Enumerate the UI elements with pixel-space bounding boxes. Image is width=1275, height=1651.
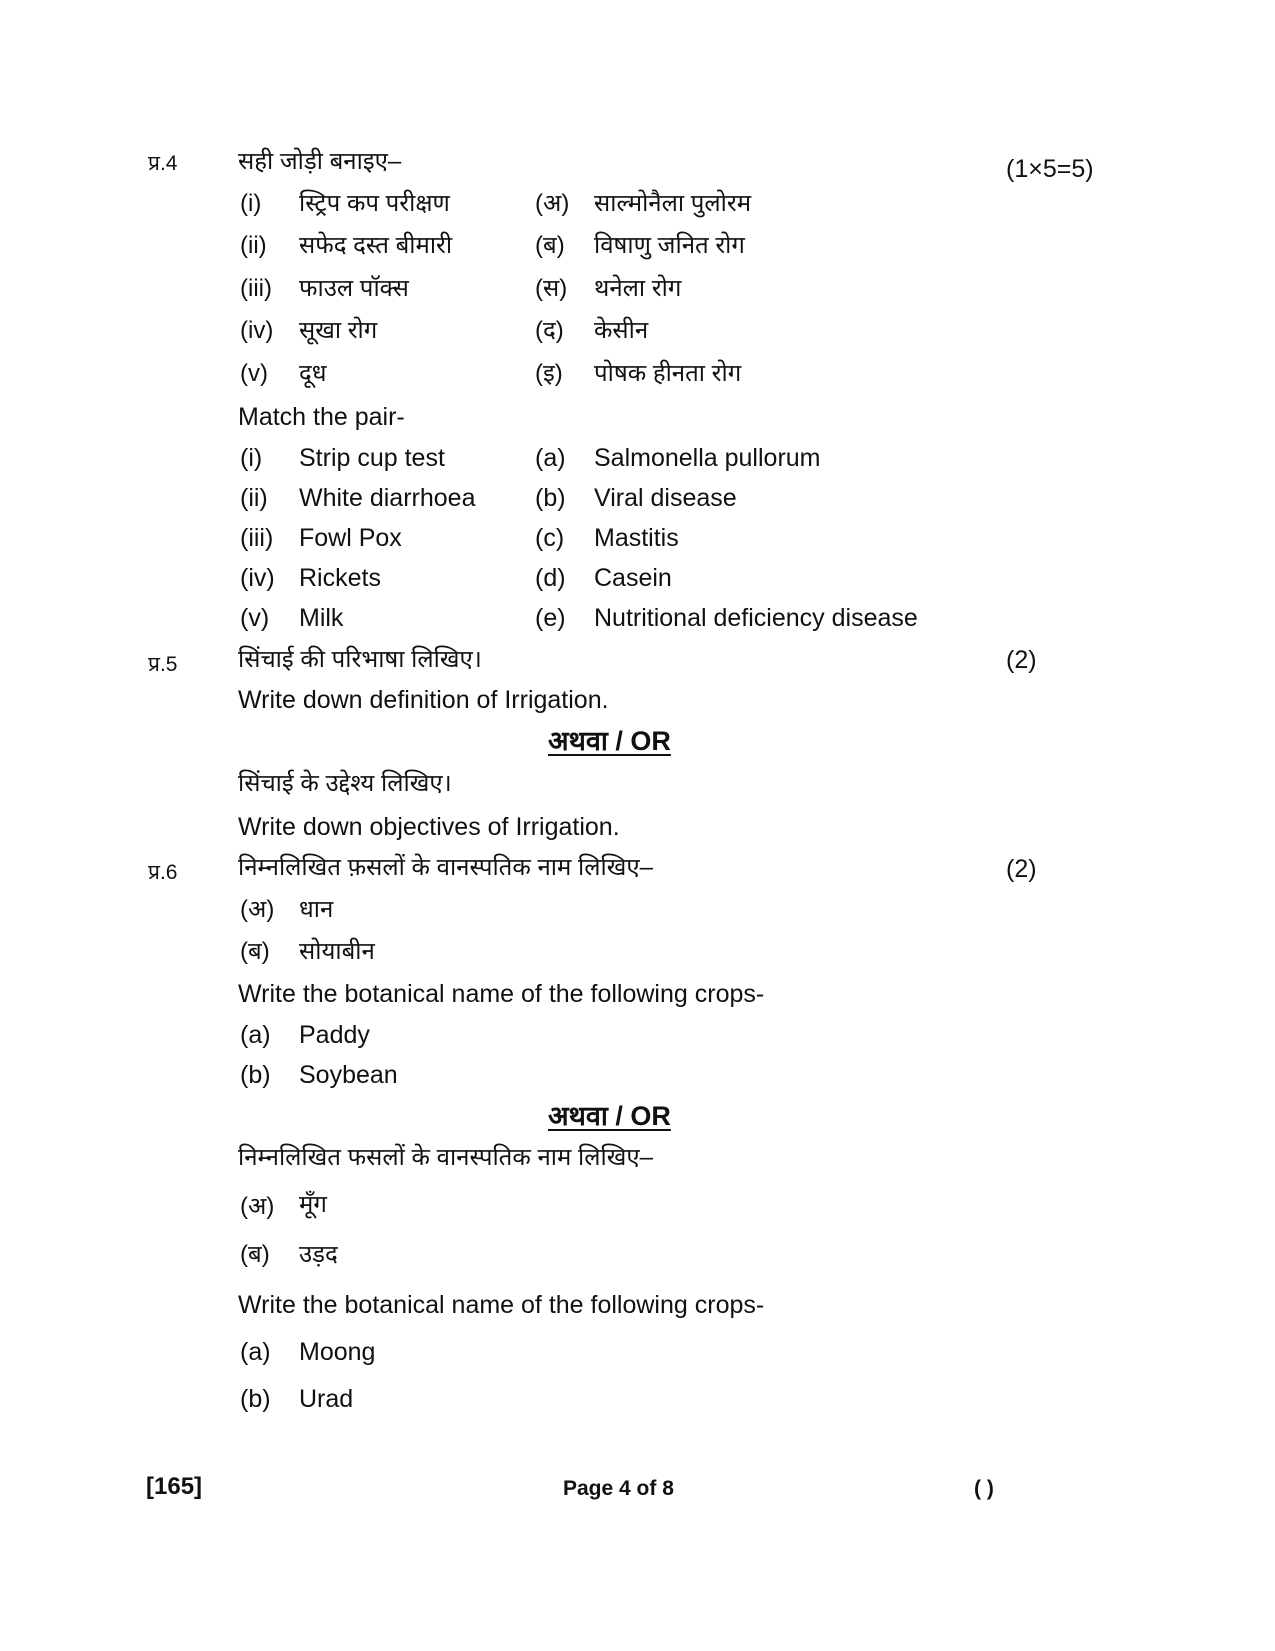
item-label: (a) (535, 444, 566, 472)
item-label: (अ) (535, 190, 570, 217)
or-separator: अथवा / OR (548, 1101, 671, 1131)
item-label: (i) (240, 444, 263, 472)
footer-right-mark: ( ) (974, 1477, 994, 1500)
item-text: Moong (299, 1338, 376, 1366)
item-text: सूखा रोग (299, 317, 378, 344)
item-label: (d) (535, 564, 566, 592)
question-number: प्र.5 (148, 653, 178, 676)
page-number: Page 4 of 8 (563, 1477, 674, 1500)
item-text: Fowl Pox (299, 524, 402, 552)
question-text-english: Write the botanical name of the following crops- (238, 1291, 765, 1319)
question-number: प्र.6 (148, 861, 178, 884)
item-text: Casein (594, 564, 672, 592)
question-text-english: Write the botanical name of the following crops- (238, 980, 765, 1008)
item-text: Paddy (299, 1021, 370, 1049)
item-text: साल्मोनैला पुलोरम (594, 190, 752, 217)
item-text: थनेला रोग (594, 275, 682, 302)
item-label: (अ) (240, 1193, 275, 1220)
marks-label: (2) (1006, 646, 1037, 674)
item-label: (iv) (240, 317, 274, 344)
item-text: Mastitis (594, 524, 679, 552)
item-text: दूध (299, 360, 327, 387)
item-label: (e) (535, 604, 566, 632)
item-text: Rickets (299, 564, 381, 592)
or-separator: अथवा / OR (548, 726, 671, 756)
marks-label: (1×5=5) (1006, 155, 1094, 183)
item-label: (v) (240, 604, 270, 632)
item-label: (ii) (240, 232, 267, 259)
paper-code: [165] (146, 1473, 203, 1500)
item-label: (b) (240, 1061, 271, 1089)
question-text-english: Write down definition of Irrigation. (238, 686, 609, 714)
item-text: Nutritional deficiency disease (594, 604, 918, 632)
item-text: पोषक हीनता रोग (594, 360, 742, 387)
item-label: (c) (535, 524, 565, 552)
question-text-hindi: निम्नलिखित फ़सलों के वानस्पतिक नाम लिखिए– (238, 854, 653, 881)
item-label: (अ) (240, 896, 275, 923)
question-number: प्र.4 (148, 152, 178, 175)
item-text: धान (299, 896, 334, 923)
item-label: (ii) (240, 484, 268, 512)
item-label: (a) (240, 1338, 271, 1366)
item-label: (ब) (535, 232, 565, 259)
item-label: (इ) (535, 360, 563, 387)
item-label: (iv) (240, 564, 275, 592)
item-text: फाउल पॉक्स (299, 275, 409, 302)
item-text: स्ट्रिप कप परीक्षण (299, 190, 450, 217)
item-text: Urad (299, 1385, 354, 1413)
question-text-hindi: सिंचाई की परिभाषा लिखिए। (238, 646, 482, 673)
item-label: (द) (535, 317, 564, 344)
item-label: (a) (240, 1021, 271, 1049)
item-text: Viral disease (594, 484, 737, 512)
item-text: उड़द (299, 1241, 338, 1268)
item-text: Milk (299, 604, 344, 632)
question-text-english: Match the pair- (238, 403, 405, 431)
question-text-hindi: सही जोड़ी बनाइए– (238, 148, 402, 175)
item-label: (i) (240, 190, 262, 217)
item-label: (iii) (240, 524, 274, 552)
item-label: (स) (535, 275, 568, 302)
marks-label: (2) (1006, 855, 1037, 883)
question-text-hindi: सिंचाई के उद्देश्य लिखिए। (238, 770, 452, 797)
item-text: Strip cup test (299, 444, 445, 472)
question-text-hindi: निम्नलिखित फसलों के वानस्पतिक नाम लिखिए– (238, 1144, 653, 1171)
item-text: सफेद दस्त बीमारी (299, 232, 453, 259)
item-text: मूँग (299, 1191, 327, 1218)
item-label: (b) (240, 1385, 271, 1413)
item-text: White diarrhoea (299, 484, 476, 512)
item-text: Soybean (299, 1061, 398, 1089)
item-text: Salmonella pullorum (594, 444, 821, 472)
item-text: विषाणु जनित रोग (594, 232, 745, 259)
item-label: (b) (535, 484, 566, 512)
item-label: (ब) (240, 1241, 270, 1268)
question-text-english: Write down objectives of Irrigation. (238, 813, 620, 841)
item-label: (v) (240, 360, 268, 387)
item-text: सोयाबीन (299, 938, 375, 965)
item-label: (iii) (240, 275, 272, 302)
item-label: (ब) (240, 938, 270, 965)
item-text: केसीन (594, 317, 649, 344)
